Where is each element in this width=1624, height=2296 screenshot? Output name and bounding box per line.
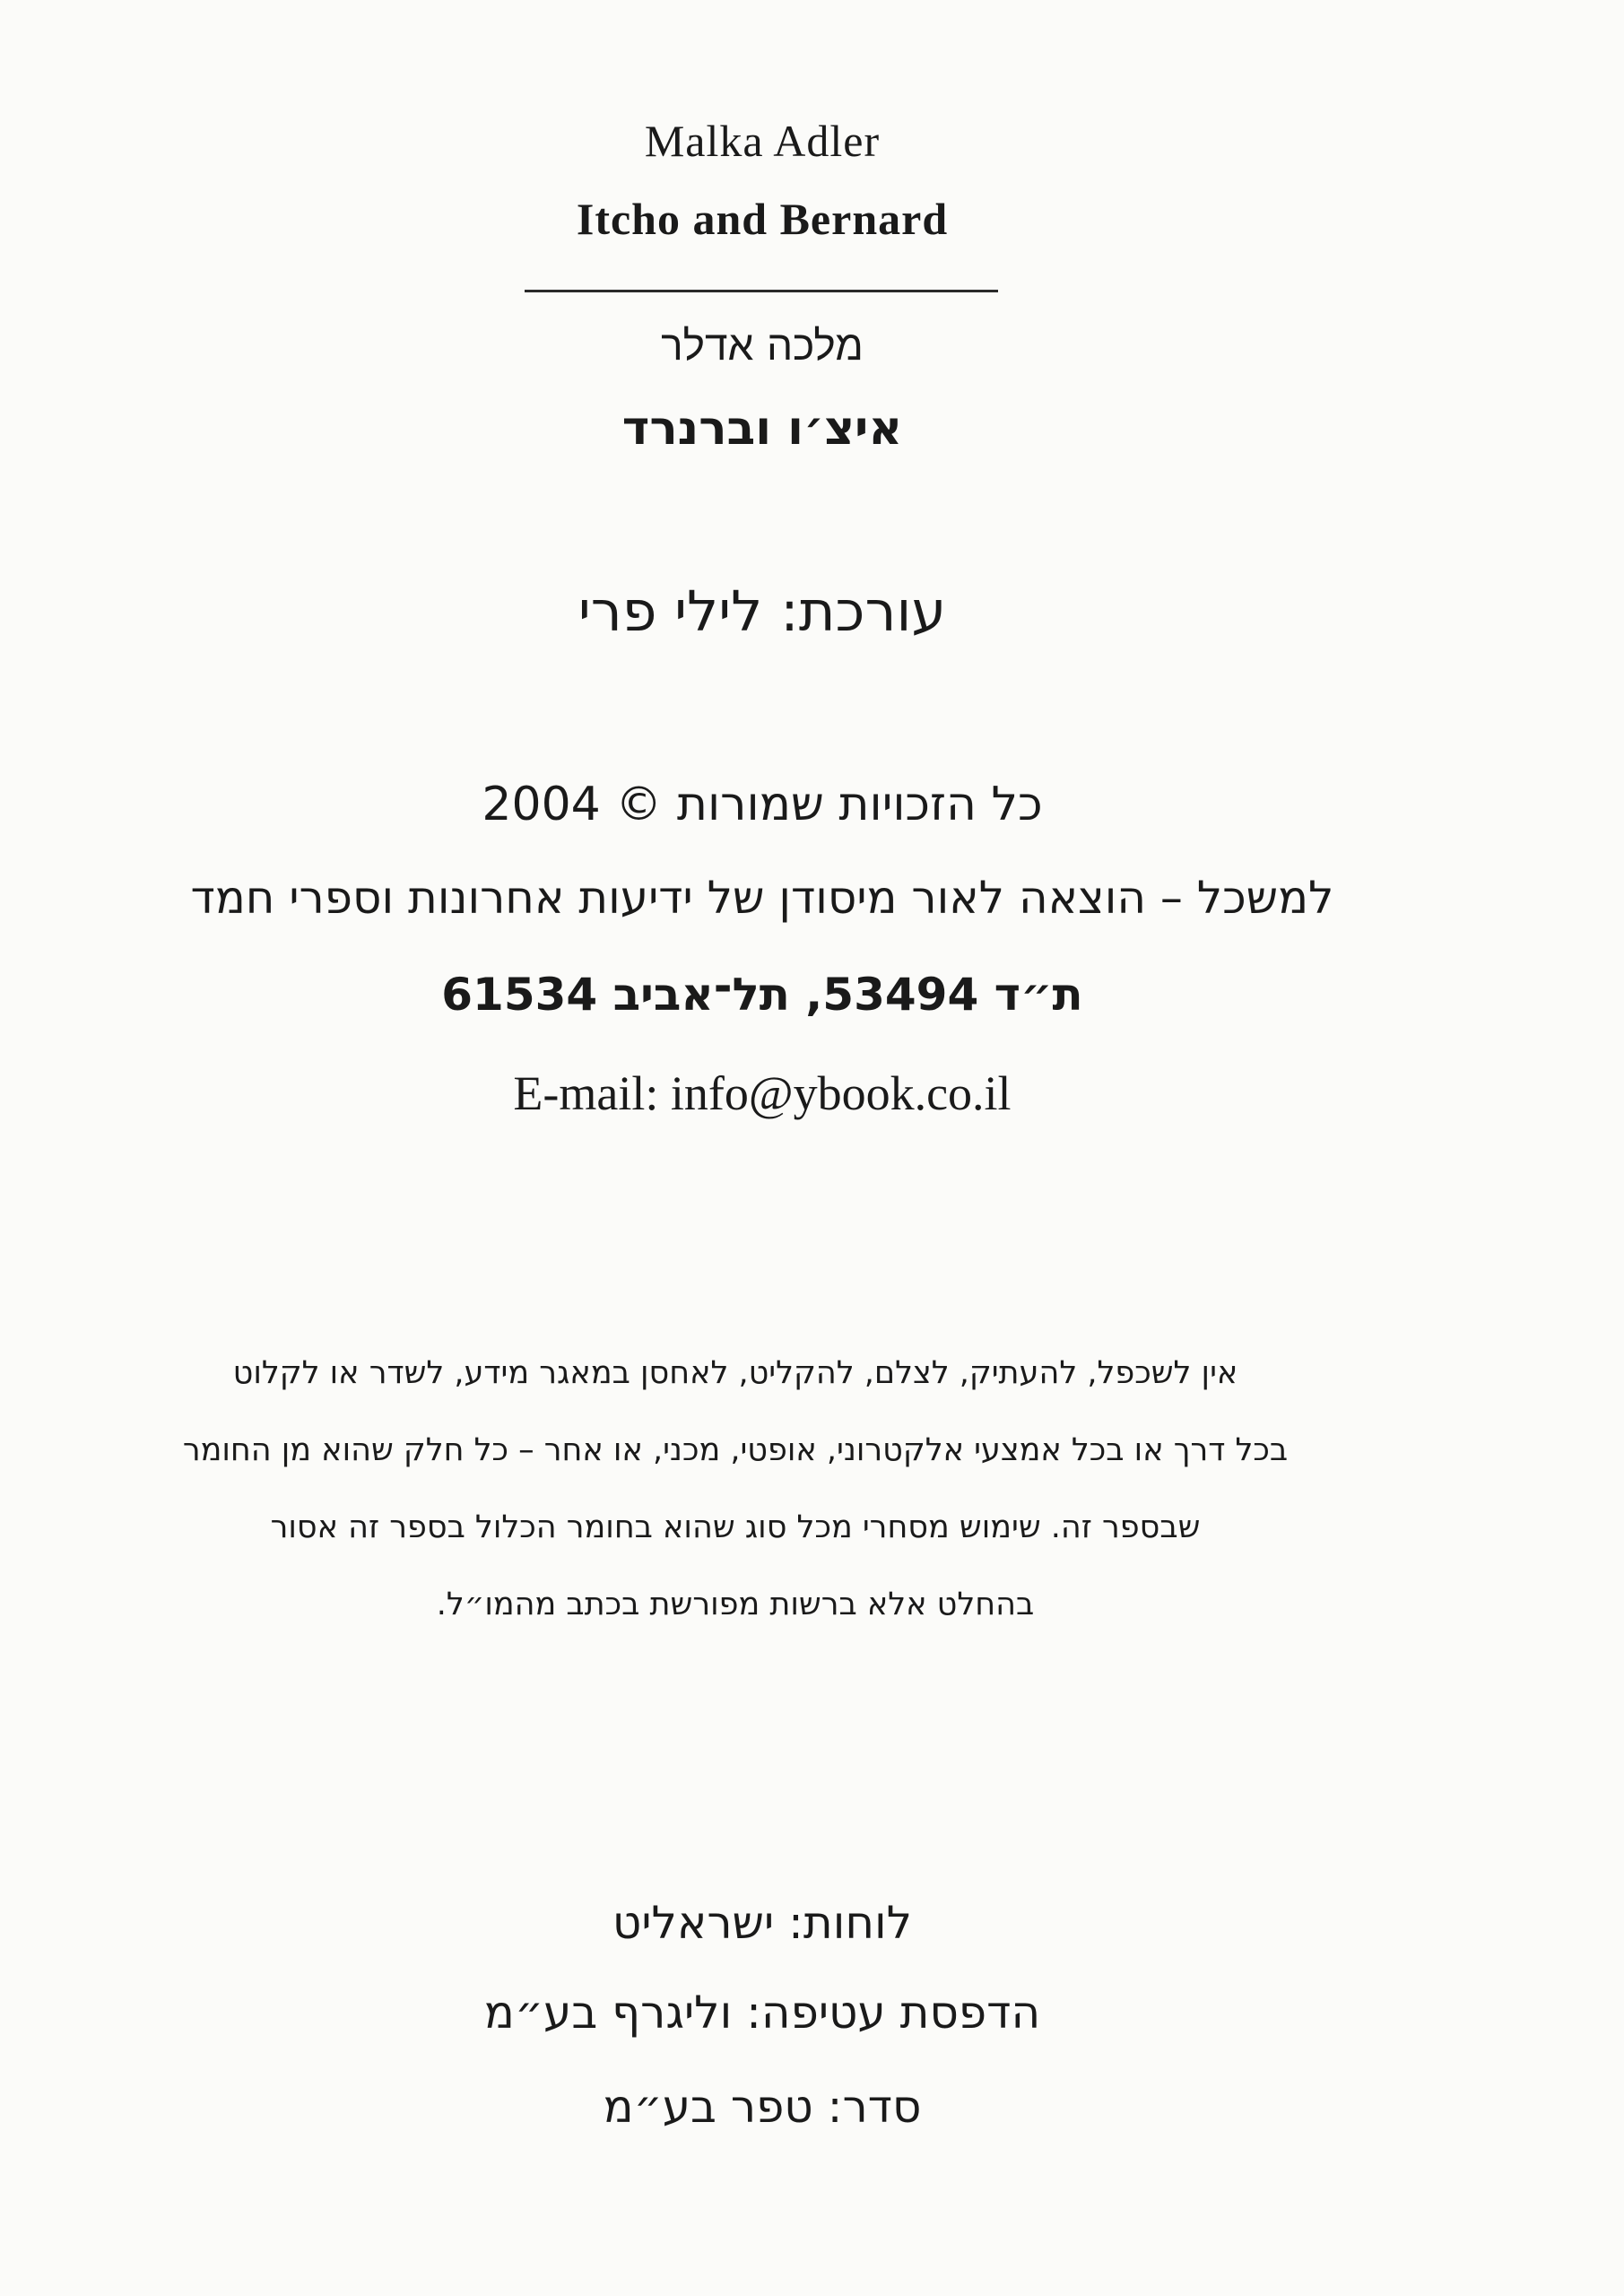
book-title-english: Itcho and Bernard	[576, 194, 949, 244]
publisher-line: למשכל – הוצאה לאור מיסודן של ידיעות אחרונות וספרי חמד	[190, 872, 1334, 924]
legal-notice-line: שבספר זה. שימוש מסחרי מכל סוג שהוא בחומר הכלול בספר זה אסור	[270, 1509, 1201, 1545]
book-title-hebrew: איצ׳ו וברנרד	[621, 402, 903, 456]
legal-notice-line: בכל דרך או בכל אמצעי אלקטרוני, אופטי, מכני, או אחר – כל חלק שהוא מן החומר	[182, 1432, 1289, 1468]
rights-notice: כל הזכויות שמורות © 2004	[482, 778, 1043, 831]
divider	[525, 290, 998, 292]
plates-credit: לוחות: ישראליט	[612, 1897, 913, 1949]
editor-credit: עורכת: לילי פרי	[578, 578, 947, 644]
legal-notice-line: בהחלט אלא ברשות מפורשת בכתב מהמו״ל.	[436, 1587, 1035, 1622]
cover-print-credit: הדפסת עטיפה: וליגרף בע״מ	[483, 1987, 1041, 2039]
publisher-address: ת״ד 53494, תל־אביב 61534	[441, 969, 1083, 1021]
typesetting-credit: סדר: טפר בע״מ	[603, 2081, 922, 2133]
legal-notice	[85, 1335, 1385, 1643]
legal-notice-line: אין לשכפל, להעתיק, לצלם, להקליט, לאחסן במאגר מידע, לשדר או לקלוט	[232, 1355, 1238, 1391]
publisher-email: E-mail: info@ybook.co.il	[513, 1066, 1012, 1120]
author-name-english: Malka Adler	[644, 116, 881, 166]
author-name-hebrew: מלכה אדלר	[661, 321, 864, 370]
